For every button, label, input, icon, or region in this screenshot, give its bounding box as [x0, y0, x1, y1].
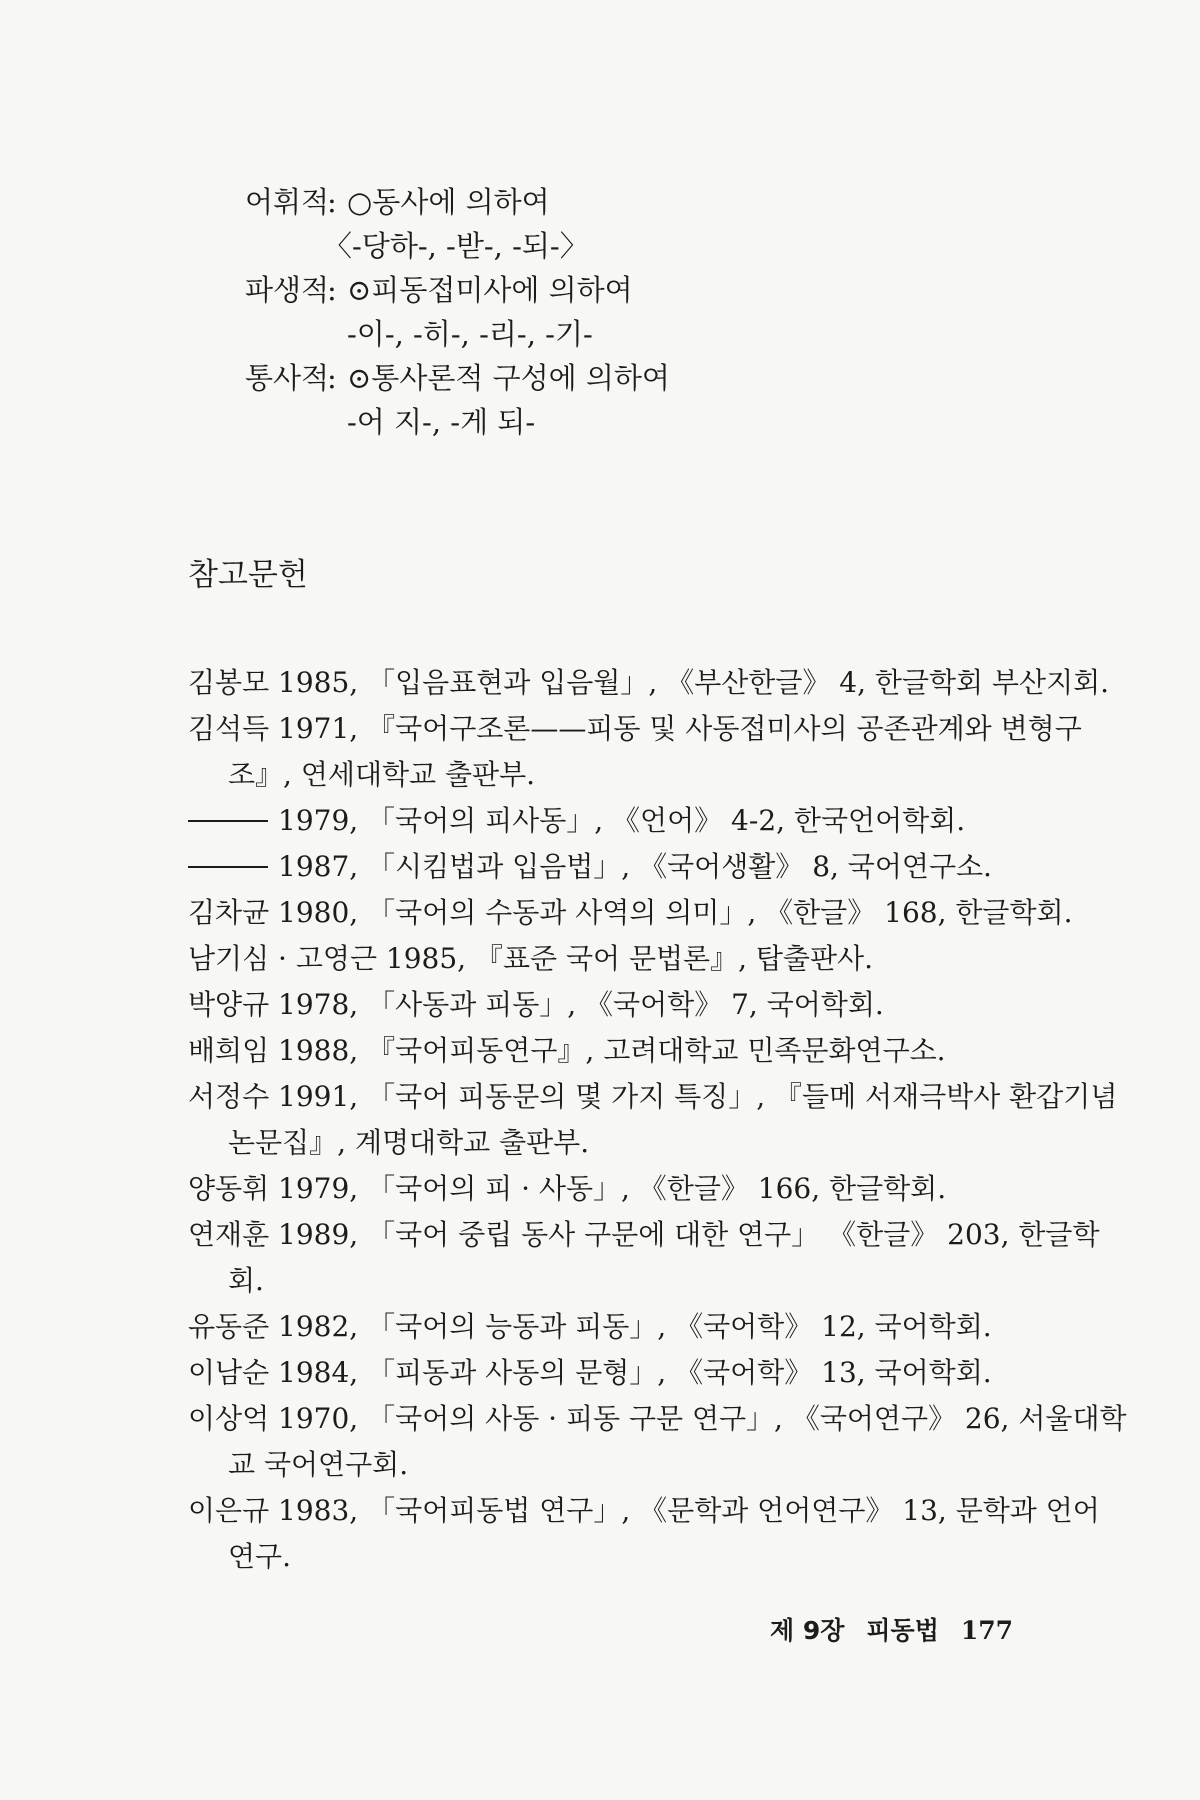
reference-text: 1979, 「국어의 피사동」, 《언어》 4-2, 한국언어학회.	[278, 804, 966, 837]
category-description: ⊙피동접미사에 의하여	[347, 273, 633, 307]
reference-text: 배희임 1988, 『국어피동연구』, 고려대학교 민족문화연구소.	[188, 1034, 946, 1067]
reference-entry	[188, 1212, 1100, 1304]
reference-text: 연재훈 1989, 「국어 중립 동사 구문에 대한 연구」 《한글》 203, 한글학	[188, 1218, 1100, 1251]
reference-text: 박양규 1978, 「사동과 피동」, 《국어학》 7, 국어학회.	[188, 988, 884, 1021]
reference-text: 김봉모 1985, 「입음표현과 입음월」, 《부산한글》 4, 한글학회 부산지회.	[188, 666, 1110, 699]
reference-line	[188, 666, 1109, 699]
reference-text: 연구.	[228, 1540, 291, 1573]
category-colon: :	[327, 273, 337, 307]
reference-line	[188, 850, 992, 883]
category-colon: :	[327, 185, 337, 219]
reference-entry	[188, 1304, 1050, 1350]
category-label: 어휘적	[245, 185, 330, 219]
reference-line	[188, 896, 1072, 929]
reference-text: 유동준 1982, 「국어의 능동과 피동」, 《국어학》 12, 국어학회.	[188, 1310, 992, 1343]
reference-continuation	[188, 1258, 1050, 1304]
reference-text: 회.	[228, 1264, 264, 1297]
reference-line	[188, 1310, 992, 1343]
class-row-lexical	[245, 180, 945, 224]
reference-line	[188, 1356, 992, 1389]
reference-text: 1987, 「시킴법과 입음법」, 《국어생활》 8, 국어연구소.	[278, 850, 992, 883]
reference-text: 논문집』, 계명대학교 출판부.	[228, 1126, 590, 1159]
reference-entry	[188, 936, 1050, 982]
reference-entry	[188, 660, 1110, 706]
category-label: 통사적	[245, 361, 330, 395]
reference-text: 서정수 1991, 「국어 피동문의 몇 가지 특징」, 『들메 서재극박사 환갑기념	[188, 1080, 1118, 1113]
reference-entry	[188, 1074, 1118, 1166]
class-row-derivational-forms	[245, 312, 945, 356]
category-description: ⊙통사론적 구성에 의하여	[347, 361, 670, 395]
reference-line	[188, 1494, 1100, 1527]
ditto-dash	[188, 866, 268, 868]
category-colon: :	[327, 361, 337, 395]
category-forms: 〈-당하-, -받-, -되-〉	[323, 229, 589, 263]
reference-text: 이남순 1984, 「피동과 사동의 문형」, 《국어학》 13, 국어학회.	[188, 1356, 992, 1389]
reference-line	[188, 712, 1082, 745]
reference-entry	[188, 706, 1082, 798]
references-list	[188, 660, 1127, 1580]
reference-text: 이은규 1983, 「국어피동법 연구」, 《문학과 언어연구》 13, 문학과 언어	[188, 1494, 1100, 1527]
reference-line	[188, 1218, 1100, 1251]
reference-line	[188, 942, 873, 975]
reference-continuation	[188, 752, 1050, 798]
reference-text: 조』, 연세대학교 출판부.	[228, 758, 536, 791]
reference-continuation	[188, 1120, 1050, 1166]
reference-line	[188, 1172, 946, 1205]
reference-continuation	[188, 1442, 1050, 1488]
reference-entry	[188, 890, 1073, 936]
class-row-syntactic-forms	[245, 400, 945, 444]
class-row-lexical-forms	[245, 224, 945, 268]
footer-title: 피동법	[866, 1616, 939, 1645]
reference-text: 김차균 1980, 「국어의 수동과 사역의 의미」, 《한글》 168, 한글학회.	[188, 896, 1073, 929]
reference-entry	[188, 1396, 1127, 1488]
reference-text: 양동휘 1979, 「국어의 피 · 사동」, 《한글》 166, 한글학회.	[188, 1172, 947, 1205]
reference-entry	[188, 982, 1050, 1028]
reference-entry	[188, 798, 1050, 844]
footer-chapter: 제 9장	[770, 1616, 845, 1645]
passive-classification	[245, 180, 945, 444]
reference-text: 이상억 1970, 「국어의 사동 · 피동 구문 연구」, 《국어연구》 26, 서울대학	[188, 1402, 1127, 1435]
reference-line	[188, 988, 884, 1021]
class-row-syntactic	[245, 356, 945, 400]
category-forms: -어 지-, -게 되-	[347, 405, 536, 439]
class-row-derivational	[245, 268, 945, 312]
page-number: 177	[960, 1616, 1014, 1645]
ditto-dash	[188, 820, 268, 822]
reference-entry	[188, 1350, 1050, 1396]
reference-text: 김석득 1971, 『국어구조론——피동 및 사동접미사의 공존관계와 변형구	[188, 712, 1082, 745]
category-label: 파생적	[245, 273, 330, 307]
running-footer	[770, 1613, 1013, 1649]
category-description: ○동사에 의하여	[347, 185, 550, 219]
reference-line	[188, 1034, 946, 1067]
reference-line	[188, 1402, 1127, 1435]
category-forms: -이-, -히-, -리-, -기-	[347, 317, 593, 351]
reference-entry	[188, 844, 1050, 890]
reference-entry	[188, 1028, 1050, 1074]
reference-text: 교 국어연구회.	[228, 1448, 409, 1481]
reference-line	[188, 804, 965, 837]
reference-text: 남기심 · 고영근 1985, 『표준 국어 문법론』, 탑출판사.	[188, 942, 873, 975]
reference-line	[188, 1080, 1117, 1113]
references-heading: 참고문헌	[188, 557, 308, 593]
reference-entry	[188, 1488, 1100, 1580]
reference-continuation	[188, 1534, 1050, 1580]
reference-entry	[188, 1166, 1050, 1212]
